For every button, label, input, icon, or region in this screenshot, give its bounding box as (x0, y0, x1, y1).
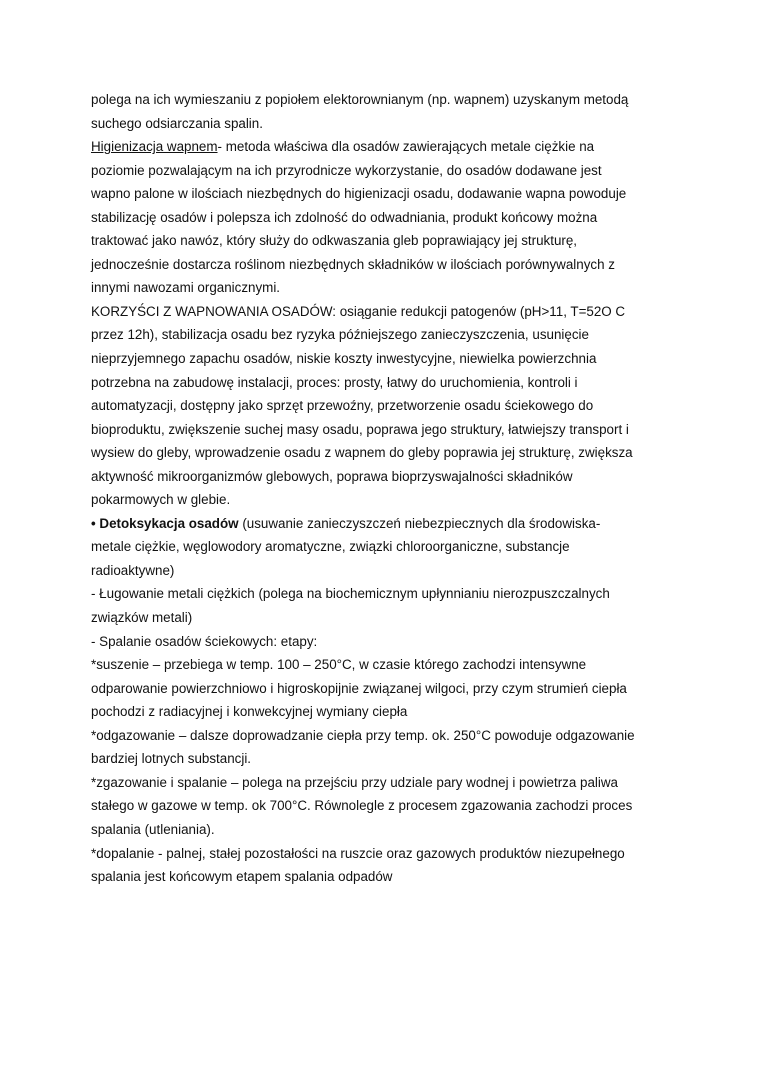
text-span: (usuwanie zanieczyszczeń niebezpiecznych dla środowiska- (238, 515, 601, 531)
text-line: radioaktywne) (91, 562, 175, 578)
text-line: - Ługowanie metali ciężkich (polega na biochemicznym upłynnianiu nierozpuszczalnych (91, 586, 610, 602)
text-line: metale ciężkie, węglowodory aromatyczne, związki chloroorganiczne, substancje (91, 539, 570, 555)
text-line: KORZYŚCI Z WAPNOWANIA OSADÓW: osiąganie redukcji patogenów (pH>11, T=52O C (91, 303, 626, 319)
text-line: bioproduktu, zwiększenie suchej masy osadu, poprawa jego struktury, łatwiejszy transport i (91, 421, 629, 437)
text-line: *zgazowanie i spalanie – polega na przejściu przy udziale pary wodnej i powietrza paliwa (91, 774, 619, 790)
text-line: związków metali) (91, 610, 193, 626)
text-line: spalania jest końcowym etapem spalania odpadów (91, 869, 393, 885)
text-line (91, 512, 681, 536)
text-line: pochodzi z radiacyjnej i konwekcyjnej wymiany ciepła (91, 704, 408, 720)
text-line: stabilizację osadów i polepsza ich zdolność do odwadniania, produkt końcowy można (91, 209, 598, 225)
text-line: - Spalanie osadów ściekowych: etapy: (91, 633, 318, 649)
text-line: jednocześnie dostarcza roślinom niezbędnych składników w ilościach porównywalnych z (91, 256, 615, 272)
text-line: *suszenie – przebiega w temp. 100 – 250°C, w czasie którego zachodzi intensywne (91, 657, 587, 673)
section-heading-detoksykacja: • Detoksykacja osadów (91, 515, 239, 531)
text-line: nieprzyjemnego zapachu osadów, niskie koszty inwestycyjne, niewielka powierzchnia (91, 351, 597, 367)
text-line: wapno palone w ilościach niezbędnych do higienizacji osadu, dodawanie wapna powoduje (91, 186, 627, 202)
text-line: stałego w gazowe w temp. ok 700°C. Równolegle z procesem zgazowania zachodzi proces (91, 798, 633, 814)
text-span: - metoda właściwa dla osadów zawierających metale ciężkie na (217, 139, 595, 155)
text-line: suchego odsiarczania spalin. (91, 115, 263, 131)
text-line: innymi nawozami organicznymi. (91, 280, 281, 296)
text-line: przez 12h), stabilizacja osadu bez ryzyka późniejszego zanieczyszczenia, usunięcie (91, 327, 589, 343)
text-line: *dopalanie - palnej, stałej pozostałości na ruszcie oraz gazowych produktów niezupełnego (91, 845, 625, 861)
section-heading-higienizacja: Higienizacja wapnem (91, 139, 218, 155)
text-line: wysiew do gleby, wprowadzenie osadu z wapnem do gleby poprawia jej strukturę, zwiększa (91, 445, 633, 461)
text-line: automatyzacji, dostępny jako sprzęt przewoźny, przetworzenie osadu ściekowego do (91, 398, 594, 414)
text-line: odparowanie powierzchniowo i higroskopijnie związanej wilgoci, przy czym strumień ciepła (91, 680, 627, 696)
document-page (91, 88, 681, 889)
text-line: polega na ich wymieszaniu z popiołem elektorownianym (np. wapnem) uzyskanym metodą (91, 92, 629, 107)
text-line: bardziej lotnych substancji. (91, 751, 252, 767)
text-line: traktować jako nawóz, który służy do odkwaszania gleb poprawiający jej strukturę, (91, 233, 578, 249)
text-line: poziomie pozwalającym na ich przyrodnicze wykorzystanie, do osadów dodawane jest (91, 162, 602, 178)
text-line: pokarmowych w glebie. (91, 492, 231, 508)
text-line: aktywność mikroorganizmów glebowych, poprawa bioprzyswajalności składników (91, 468, 573, 484)
text-line: spalania (utleniania). (91, 821, 215, 837)
text-line (91, 135, 681, 159)
text-line: *odgazowanie – dalsze doprowadzanie ciepła przy temp. ok. 250°C powoduje odgazowanie (91, 727, 635, 743)
text-line: potrzebna na zabudowę instalacji, proces: prosty, łatwy do uruchomienia, kontroli i (91, 374, 578, 390)
